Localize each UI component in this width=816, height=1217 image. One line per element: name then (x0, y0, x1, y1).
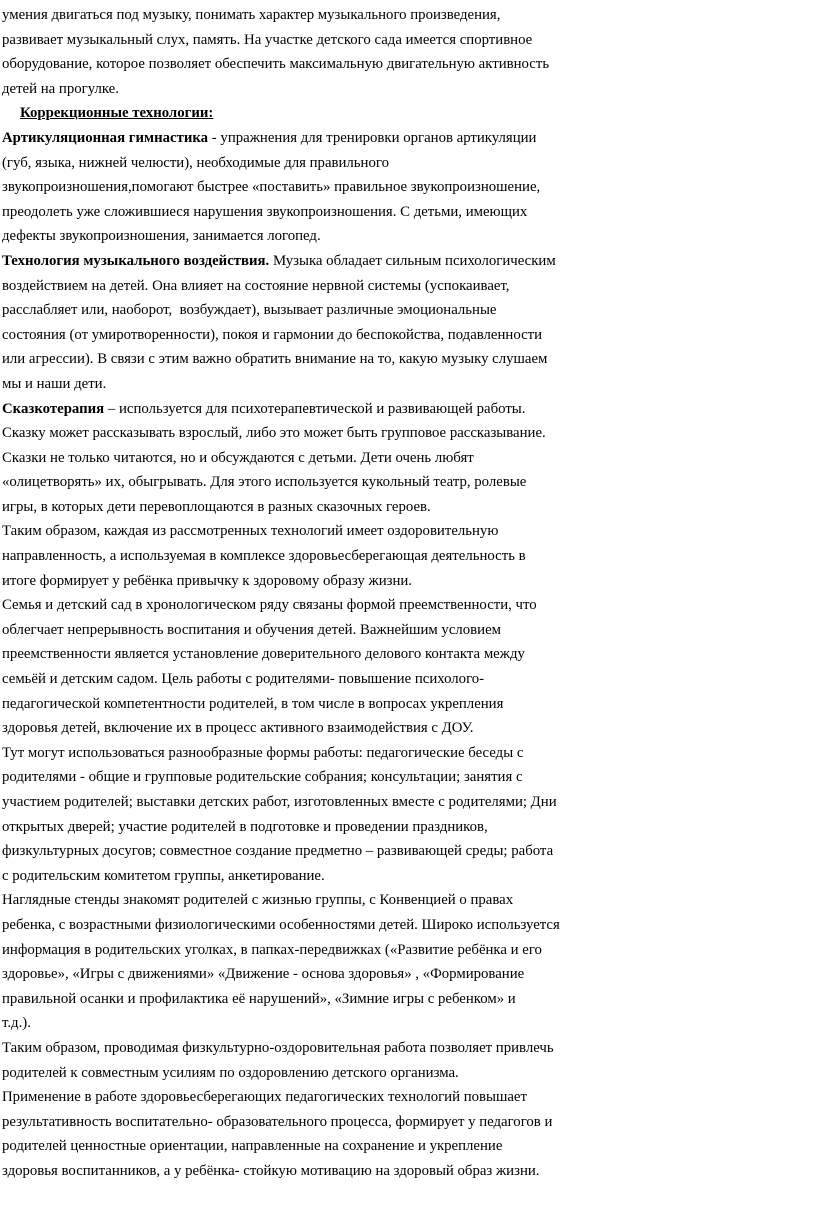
text-line (2, 200, 812, 225)
text-line (2, 3, 812, 28)
section-heading (2, 101, 812, 126)
text-line (2, 1011, 812, 1036)
line-text: состояния (от умиротворенности), покоя и гармонии до беспокойства, подавленности (2, 326, 543, 343)
text-line (2, 1061, 812, 1086)
text-line (2, 987, 812, 1012)
line-text: с родительским комитетом группы, анкетирование. (2, 867, 325, 884)
text-line (2, 249, 812, 274)
line-text: - упражнения для тренировки органов артикуляции (208, 129, 537, 146)
line-text: облегчает непрерывность воспитания и обучения детей. Важнейшим условием (2, 621, 502, 638)
line-text: здоровье», «Игры с движениями» «Движение - основа здоровья» , «Формирование (2, 966, 525, 983)
line-text: развивает музыкальный слух, память. На участке детского сада имеется спортивное (2, 31, 533, 48)
line-text: информация в родительских уголках, в папках-передвижках («Развитие ребёнка и его (2, 941, 542, 958)
text-line (2, 347, 812, 372)
line-text: дефекты звукопроизношения, занимается логопед. (2, 228, 321, 245)
text-line (2, 274, 812, 299)
text-line (2, 569, 812, 594)
document-body (2, 3, 812, 1184)
line-text: родителей к совместным усилиям по оздоровлению детского организма. (2, 1064, 459, 1081)
text-line (2, 397, 812, 422)
text-line (2, 888, 812, 913)
line-text: родителями - общие и групповые родительские собрания; консультации; занятия с (2, 769, 523, 786)
text-line (2, 323, 812, 348)
line-text: Музыка обладает сильным психологическим (269, 252, 556, 269)
text-line (2, 372, 812, 397)
text-line (2, 815, 812, 840)
line-text: «олицетворять» их, обыгрывать. Для этого используется кукольный театр, ролевые (2, 474, 527, 491)
line-text: Семья и детский сад в хронологическом ряду связаны формой преемственности, что (2, 597, 537, 614)
line-text: здоровья детей, включение их в процесс активного взаимодействия с ДОУ. (2, 720, 474, 737)
text-line (2, 175, 812, 200)
line-text: Сказку может рассказывать взрослый, либо это может быть групповое рассказывание. (2, 425, 546, 442)
line-text: направленность, а используемая в комплексе здоровьесберегающая деятельность в (2, 548, 526, 565)
line-text: родителей ценностные ориентации, направленные на сохранение и укрепление (2, 1138, 503, 1155)
text-line (2, 1110, 812, 1135)
text-line (2, 544, 812, 569)
text-line (2, 77, 812, 102)
text-line (2, 864, 812, 889)
text-line (2, 962, 812, 987)
line-text: или агрессии). В связи с этим важно обратить внимание на то, какую музыку слушаем (2, 351, 548, 368)
line-text: Тут могут использоваться разнообразные формы работы: педагогические беседы с (2, 744, 524, 761)
term-bold: Сказкотерапия (2, 400, 105, 417)
line-text: Применение в работе здоровьесберегающих педагогических технологий повышает (2, 1089, 527, 1106)
section-heading-text: Коррекционные технологии: (20, 105, 214, 122)
text-line (2, 1085, 812, 1110)
text-line (2, 667, 812, 692)
text-line (2, 716, 812, 741)
text-line (2, 1159, 812, 1184)
text-line (2, 839, 812, 864)
text-line (2, 1036, 812, 1061)
text-line (2, 741, 812, 766)
line-text: т.д.). (2, 1015, 31, 1032)
text-line (2, 126, 812, 151)
text-line (2, 593, 812, 618)
line-text: преодолеть уже сложившиеся нарушения звукопроизношения. С детьми, имеющих (2, 203, 528, 220)
text-line (2, 765, 812, 790)
text-line (2, 618, 812, 643)
text-line (2, 495, 812, 520)
line-text: – используется для психотерапевтической и развивающей работы. (104, 400, 526, 417)
line-text: Сказки не только читаются, но и обсуждаются с детьми. Дети очень любят (2, 449, 474, 466)
text-line (2, 446, 812, 471)
line-text: открытых дверей; участие родителей в подготовке и проведении праздников, (2, 818, 488, 835)
line-text: участием родителей; выставки детских работ, изготовленных вместе с родителями; Дни (2, 794, 557, 810)
line-text: звукопроизношения,помогают быстрее «поставить» правильное звукопроизношение, (2, 179, 541, 196)
line-text: ребенка, с возрастными физиологическими особенностями детей. Широко используется (2, 916, 560, 933)
line-text: Таким образом, каждая из рассмотренных технологий имеет оздоровительную (2, 523, 499, 540)
text-line (2, 913, 812, 938)
line-text: воздействием на детей. Она влияет на состояние нервной системы (успокаивает, (2, 277, 510, 294)
text-line (2, 298, 812, 323)
line-text: правильной осанки и профилактика её нарушений», «Зимние игры с ребенком» и (2, 990, 516, 1007)
text-line (2, 692, 812, 717)
text-line (2, 519, 812, 544)
term-bold: Технология музыкального воздействия. (2, 252, 270, 269)
line-text: детей на прогулке. (2, 80, 119, 97)
line-text: (губ, языка, нижней челюсти), необходимые для правильного (2, 154, 389, 171)
line-text: расслабляет или, наоборот, возбуждает), вызывает различные эмоциональные (2, 302, 497, 319)
text-line (2, 52, 812, 77)
term-bold: Артикуляционная гимнастика (2, 129, 209, 146)
text-line (2, 642, 812, 667)
text-line (2, 938, 812, 963)
line-text: Наглядные стенды знакомят родителей с жизнью группы, с Конвенцией о правах (2, 892, 514, 909)
line-text: мы и наши дети. (2, 375, 107, 392)
line-text: игры, в которых дети перевоплощаются в разных сказочных героев. (2, 498, 431, 515)
text-line (2, 790, 812, 815)
line-text: итоге формирует у ребёнка привычку к здоровому образу жизни. (2, 572, 413, 589)
line-text: преемственности является установление доверительного делового контакта между (2, 646, 525, 663)
text-line (2, 470, 812, 495)
text-line (2, 151, 812, 176)
line-text: здоровья воспитанников, а у ребёнка- стойкую мотивацию на здоровый образ жизни. (2, 1162, 540, 1179)
line-text: умения двигаться под музыку, понимать характер музыкального произведения, (2, 7, 501, 23)
line-text: Таким образом, проводимая физкультурно-оздоровительная работа позволяет привлечь (2, 1039, 554, 1056)
line-text: семьёй и детским садом. Цель работы с родителями- повышение психолого- (2, 671, 485, 688)
line-text: оборудование, которое позволяет обеспечить максимальную двигательную активность (2, 56, 550, 73)
text-line (2, 28, 812, 53)
text-line (2, 421, 812, 446)
text-line (2, 1134, 812, 1159)
line-text: результативность воспитательно- образовательного процесса, формирует у педагогов и (2, 1113, 553, 1130)
line-text: физкультурных досугов; совместное создание предметно – развивающей среды; работа (2, 843, 554, 860)
line-text: педагогической компетентности родителей, в том числе в вопросах укрепления (2, 695, 504, 712)
text-line (2, 224, 812, 249)
